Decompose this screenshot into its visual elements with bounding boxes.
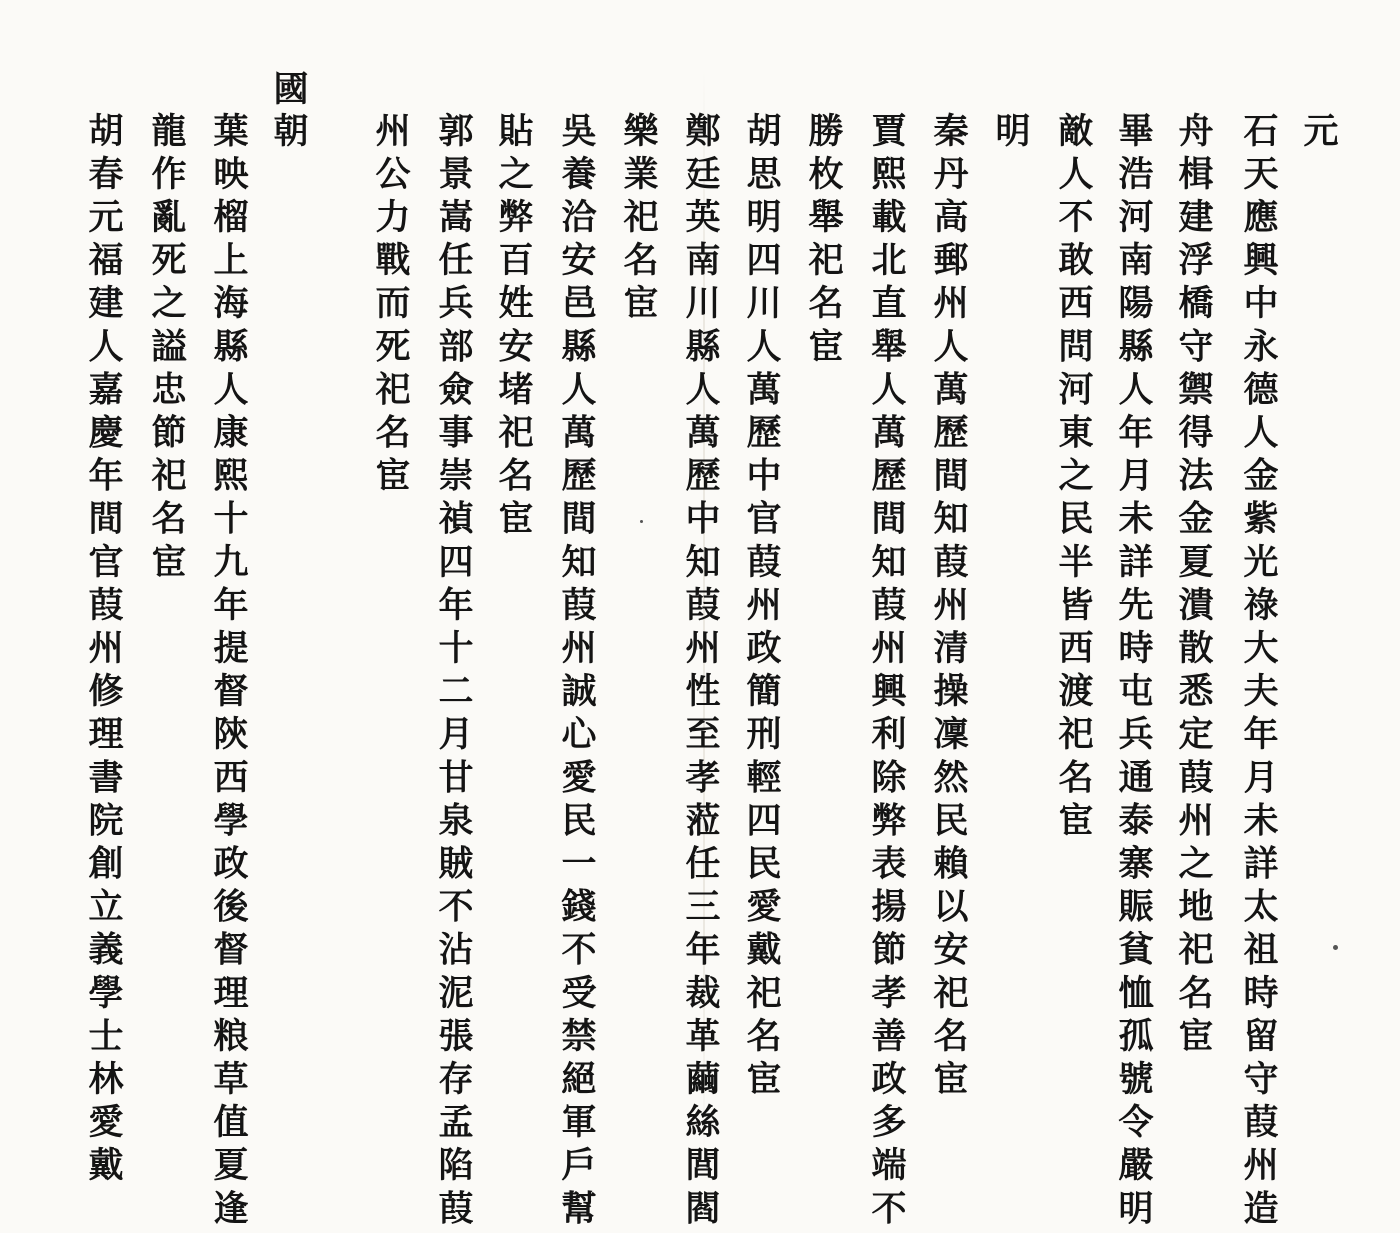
text-column-3: 畢浩河南陽縣人年月未詳先時屯兵通泰寨賑貧恤孤號令嚴明 bbox=[1113, 112, 1154, 1233]
text-column-14: 郭景嵩任兵部僉事崇禎四年十二月甘泉賊不沾泥張存孟陷葭 bbox=[433, 112, 474, 1233]
text-column-4: 敵人不敢西問河東之民半皆西渡祀名宦 bbox=[1053, 112, 1094, 845]
text-column-10: 鄭廷英南川縣人萬歷中知葭州性至孝蒞任三年裁革繭絲閭閻 bbox=[680, 112, 721, 1233]
text-column-1: 石天應興中永德人金紫光祿大夫年月未詳太祖時留守葭州造 bbox=[1238, 112, 1279, 1233]
text-column-12: 吳養洽安邑縣人萬歷間知葭州誠心愛民一錢不受禁絕軍戶幫 bbox=[556, 112, 597, 1233]
text-column-15: 州公力戰而死祀名宦 bbox=[370, 112, 411, 500]
heading-guo: 國 bbox=[268, 70, 309, 114]
text-column-11: 樂業祀名宦 bbox=[618, 112, 659, 328]
ink-speck bbox=[640, 520, 643, 523]
text-column-18: 葉映榴上海縣人康熙十九年提督陝西學政後督理粮草值夏逢 bbox=[208, 112, 249, 1233]
text-column-6: 秦丹高郵州人萬歷間知葭州清操凜然民賴以安祀名宦 bbox=[928, 112, 969, 1104]
text-column-9: 胡思明四川人萬歷中官葭州政簡刑輕四民愛戴祀名宦 bbox=[741, 112, 782, 1104]
text-column-19: 龍作亂死之謚忠節祀名宦 bbox=[146, 112, 187, 587]
text-column-20: 胡春元福建人嘉慶年間官葭州修理書院創立義學士林愛戴 bbox=[83, 112, 124, 1190]
heading-yuan: 元 bbox=[1298, 112, 1339, 156]
text-column-13: 貼之弊百姓安堵祀名宦 bbox=[493, 112, 534, 543]
heading-chao: 朝 bbox=[268, 112, 309, 156]
text-column-8: 勝枚舉祀名宦 bbox=[803, 112, 844, 371]
text-column-2: 舟楫建浮橋守禦得法金夏潰散悉定葭州之地祀名宦 bbox=[1173, 112, 1214, 1061]
heading-ming: 明 bbox=[990, 112, 1031, 156]
text-column-7: 賈熙載北直舉人萬歷間知葭州興利除弊表揚節孝善政多端不 bbox=[866, 112, 907, 1233]
ink-speck bbox=[1333, 945, 1338, 950]
